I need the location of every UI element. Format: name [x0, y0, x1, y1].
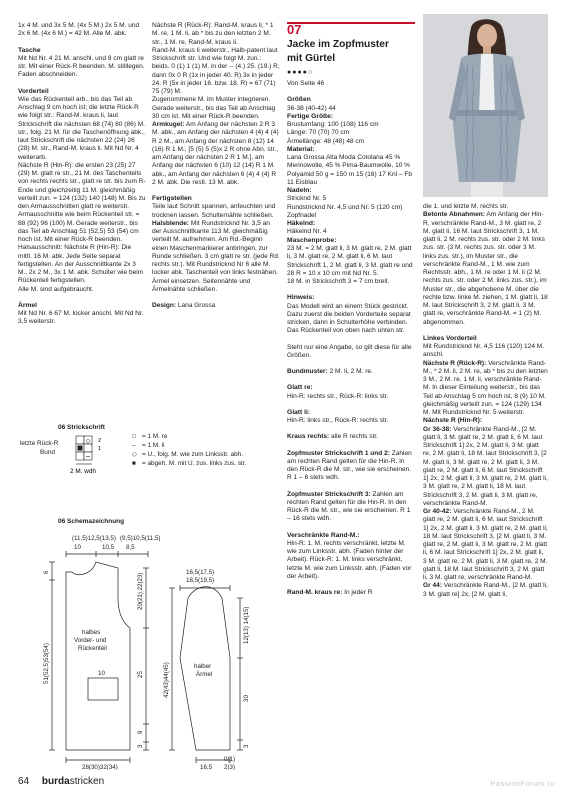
dim-left-vertical: 51(52,5)53(54) — [43, 643, 50, 684]
legend-symbol-4: ■ — [132, 460, 136, 467]
body-label-2: Vorder- und — [74, 637, 107, 644]
section-heading: Glatt re: — [287, 384, 313, 392]
spacer — [287, 425, 415, 433]
paragraph-body: Zahlen am rechten Rand gelten für die Hin-R. In den Rück-R die M. str., wie sie erscheinen. R 1 – 16 stets wdh. — [287, 490, 411, 523]
legend-text-2: = 1 M. li — [142, 442, 165, 449]
paragraph: die 1. und letzte M. rechts str. — [423, 203, 509, 210]
legend-text-3: = U., folg. M. wie zum Linksstr. abh. — [142, 451, 244, 458]
paragraph: Mit Rundstricknd Nr. 4,5 116 (120) 124 M. anschl. — [423, 343, 545, 359]
section-heading: Maschenprobe: — [287, 236, 337, 244]
paragraph: Rundstricknd Nr. 4,5 und Nr. 5 (120 cm) — [287, 203, 403, 211]
paragraph-body: 2 M. li, 2 M. re. — [327, 368, 373, 376]
watermark: PassionForum.ru — [490, 779, 555, 788]
spacer — [18, 39, 146, 47]
chart-row-1: 1 — [98, 446, 102, 452]
paragraph-lead: Zopfmuster Strickschrift 3: — [287, 490, 371, 498]
paragraph: Alle M. sind aufgebraucht. — [18, 285, 94, 293]
section-heading: Verschränkte Rand-M.: — [287, 531, 360, 539]
model-photo — [423, 14, 548, 197]
paragraph-body: Am Anfang der Hin-R, verschränkte Rand-M., 3 M. glatt re, 2 M. glatt li, 16 M. laut Strickschrift 3, 1 M. glatt li, 2 M. rechts zus. str. oder 2 M. links zus. str. (3 M. rechts zus. str. oder 3 M. links zus. str.), im Muster str., die verschränkte Rand-M., 1 M. wie zum Rechtsstr. abh., 1 M. re oder 1 M. li (2 M. rechts zus. str. oder 2 M. links zus. str.), im Muster str., die abgehobene M. über die rechte bzw. linke M. ziehen, 1 M. glatt li, 18 M. laut Strickschrift 3, 2 M. glatt li, 3 M. glatt re, verschränkte Rand-M. = 1 (2) M. abgenommen. — [423, 211, 548, 326]
dim-top-left-a: 10 — [74, 544, 81, 551]
section-heading: Material: — [287, 145, 315, 153]
paragraph: Häkelnd Nr. 4 — [287, 228, 327, 236]
paragraph-body: Am Anfang der nächsten 2 R 3 M. abk., am Anfang der nächsten 4 (4) 4 (4) R 2 M., am Anfang der nächsten 8 (12) 14 (16) R 1 M., [5 (5) 5 (5)x 2 R ohne Abn. str., am Anfang der nächsten 2 R 1 M.], am Anfang der nächsten 6 (10) 12 (14) R 1 M. abk., am Anfang der nächsten 6 (4) 4 (4) R 2 M. abk. Die restl. 13 M. abk. — [152, 121, 279, 186]
paragraph-lead: Rand-M. kraus re: — [287, 589, 343, 597]
model-photo-illustration — [423, 14, 548, 197]
brand-light: stricken — [69, 776, 105, 787]
paragraph-lead: Armkugel: — [152, 121, 185, 128]
paragraph: Hin-R: 1. M. rechts verschränkt, letzte M. wie zum Linksstr. abh. (Faden hinter der Arbeit). Rück-R: 1. M. links verschränkt, letzte M. wie zum Linksstr. abh. (Faden vor der Arbeit). — [287, 539, 412, 580]
spacer — [18, 80, 146, 88]
paragraph-body: Mit Rundstricknd Nr. 3,5 an der Ausschnittkante 113 M. gleichmäßig verteilt M. aufnehmen. Am Rd.-Beginn einen Maschenmarkierer anbringen, zur Runde schließen. 3 cm glatt re str. (jede Rd. rechts str.). Mit Rundstricknd Nr 6 alle M. locker abk. Taschenteil von links festnähen. Ärmel einsetzen. Seitennähte und Ärmelnähte schließen. — [152, 219, 280, 293]
paragraph: 18 M. in Strickschrift 3 = 7 cm breit. — [287, 278, 390, 286]
paragraph-body: Zahlen am rechten Rand gelten für die Hin-R. In den Rück-R die M. str., wie sie erscheinen. R 1 – 6 stets wdh. — [287, 449, 412, 482]
paragraph: Ärmellänge: 48 (48) 48 cm — [287, 137, 365, 145]
section-heading: Vorderteil — [18, 87, 49, 95]
spacer — [287, 442, 415, 450]
legend-text-1: = 1 M. re — [142, 433, 168, 440]
schema-title: 06 Schemazeichnung — [58, 518, 125, 525]
paragraph-lead: Gr 44: — [423, 582, 442, 590]
paragraph: Hin-R: rechts str., Rück-R: links str. — [287, 392, 389, 400]
pocket-outline — [88, 678, 118, 700]
page-footer — [18, 776, 104, 788]
paragraph: Mit Nd Nr. 4 21 M. anschl. und 8 cm glatt re str. Mit einer Rück-R beenden. M. stilllegen. Faden abschneiden. — [18, 54, 145, 79]
paragraph: Länge: 70 (70) 70 cm — [287, 129, 350, 137]
chart-label-bund: Bund — [40, 449, 55, 456]
dim-top-left: (11,5)12,5(13,5) — [72, 535, 116, 542]
paragraph — [423, 360, 548, 418]
column-1 — [18, 22, 146, 327]
body-label-3: Rückenteil — [78, 645, 107, 652]
chart-row-2: 2 — [98, 438, 102, 444]
paragraph: Das Modell wird an einem Stück gestrickt. Dazu zuerst die beiden Vorderteile separat stricken, dann in Schulterhöhe verbinden. Das Rückenteil von oben nach unten str. — [287, 302, 411, 335]
dim-v-30: 30 — [243, 695, 250, 702]
paragraph-lead: Gr 36-38: — [423, 425, 452, 433]
body-outline — [66, 562, 130, 750]
spacer — [152, 294, 280, 302]
paragraph-lead: Zopfmuster Strickschrift 1 und 2: — [287, 449, 390, 457]
section-heading: Hinweis: — [287, 294, 315, 302]
dim-top-left-b: 10,5 — [102, 544, 115, 551]
chart-title: 06 Strickschrift — [58, 424, 105, 431]
dim-v-25: 25 — [137, 671, 144, 678]
paragraph — [287, 368, 415, 376]
spacer — [287, 88, 415, 96]
paragraph: Teile laut Schnitt spannen, anfeuchten und trocknen lassen. Schulternähte schließen. — [152, 203, 276, 219]
spacer — [287, 286, 415, 294]
sleeve-label-2: Ärmel — [196, 671, 213, 678]
dim-sleeve-vertical: 42(43)44(45) — [163, 662, 170, 698]
knitting-chart — [18, 424, 278, 488]
spacer — [287, 524, 415, 532]
spacer — [287, 336, 415, 344]
spacer — [287, 483, 415, 491]
schematic-drawing — [18, 528, 280, 770]
chart-label-last-row: letzte Rück-R — [20, 440, 59, 447]
body-label-1: halbes — [82, 629, 101, 636]
paragraph: Nächste R (Hin-R): die ersten 23 (25) 27 (29) M. glatt re str., 21 M. des Taschenteils von rechts rechts str., glatt re str. bis zum R-Ende und gleichzeitig 11 M. gleichmäßig verteilt zun. = 124 (132) 140 (148) M. Bis zu den Armausschnitten glatt re weiterstr. — [18, 161, 146, 211]
dim-sleeve-cap: 12(13) 14(15) — [243, 606, 250, 644]
page-number: 64 — [18, 776, 30, 787]
column-3 — [287, 22, 415, 597]
paragraph-body: alle R rechts str. — [329, 433, 378, 441]
section-heading: Nadeln: — [287, 187, 312, 195]
paragraph-lead: Design: — [152, 302, 177, 310]
paragraph: Von Seite 46 — [287, 80, 325, 87]
paragraph: 23 M. = 2 M. glatt li, 3 M. glatt re, 2 M. glatt li, 3 M. glatt re, 2 M. glatt li, 6 M. laut Strickschrift 1, 2 M. glatt li, 3 M. glatt re und 28 R = 10 x 10 cm mit Nd Nr. 5. — [287, 245, 413, 277]
paragraph-body: Lana Grossa — [176, 302, 216, 310]
paragraph — [152, 121, 280, 187]
spacer — [287, 401, 415, 409]
paragraph — [423, 582, 548, 599]
dim-top-mid-b: 8,5 — [126, 544, 135, 551]
column-2 — [152, 22, 280, 310]
paragraph-lead: Halsblende: — [152, 219, 190, 227]
paragraph-lead: Nächste R (Rück-R): — [423, 359, 487, 367]
paragraph — [287, 450, 415, 483]
dim-v-3b: 3 — [243, 744, 250, 748]
paragraph: Rand-M. kraus li weiterstr., Halb-patent laut Strickschrift str. Und wie folgt M. zun.: beids. 0 (1) 1 (1) M. in der -- (4.) 25. (19.) R, dann 0x 0 R (1x in jeder 40. R) 3x in jeder 24. R (5x in jeder 16. bzw. 18. R) = 67 (71) 75 (79) M. — [152, 46, 280, 95]
paragraph: 1x 4 M. und 3x 5 M. (4x 5 M.) 2x 5 M. und 2x 6 M. (4x 6 M.) = 42 M. Alle M. abk. — [18, 22, 140, 38]
chart-legend — [132, 433, 246, 467]
spacer — [287, 376, 415, 384]
paragraph-body: Verschränkte Rand-M., [2 M. glatt li, 3 M. glatt re] 2x, [2 M. glatt li, — [423, 582, 548, 598]
paragraph-lead: Betonte Abnahmen: — [423, 211, 485, 219]
paragraph: Hin-R: links str., Rück-R: rechts str. — [287, 417, 389, 425]
sleeve-label-1: halber — [194, 663, 212, 670]
dim-armhole: 20(21) 22(23) — [137, 572, 144, 610]
section-heading: Größen — [287, 96, 311, 104]
dim-left-top: 6 — [43, 570, 50, 574]
dim-sleeve-bottom-b: 0(1) — [224, 756, 236, 763]
paragraph-body: Verschränkte Rand-M., 2 M. glatt re, 2 M. glatt li, 6 M. laut Strickschrift 1] 2x, 2 M. glatt li, 3 M. glatt re, 2 M. glatt li, 18 M. laut Strickschrift 3, [2 M. glatt li, 3 M. glatt re, 2 M. glatt li, 3 M. glatt re, 2 M. glatt li, 6 M. laut Strickschrift 1] 2x, 2 M. glatt li, 3 M. glatt re, 2 M. glatt li, 3 M. glatt re, 2 M. glatt li, 18 M. laut Strickschrift 3, 2 M. glatt li, 3 M. glatt re, verschränkte Rand-M. — [423, 508, 548, 582]
section-heading: Glatt li: — [287, 408, 311, 416]
section-heading: Häkelnd: — [287, 220, 316, 228]
paragraph-lead: Gr 40-42: — [423, 508, 452, 516]
legend-symbol-2: – — [132, 442, 136, 449]
pattern-title-line-2: mit Gürtel — [287, 53, 336, 64]
paragraph-body: Verschränkte Rand-M., * 2 M. li, 2 M. re, ab * bis zu den letzten 3 M., 2 M. re, 1 M. li, verschränkte Rand-M. In dieser Einteilung weiterstr., bis das Teil ab Anschlag 5 cm hoch ist, 8 (9) 10 M. gleichmäßig verteilt zun. = 124 (129) 134 M. Mit Rundstricknd Nr. 5 weiterstr. — [423, 359, 548, 417]
paragraph: Steht nur eine Angabe, so gilt diese für alle Größen. — [287, 343, 412, 359]
paragraph: Zugenommene M. im Muster integrieren. Gerade weiterstr., bis das Teil ab Anschlag 30 cm ist. Mit einer Rück-R beenden. — [152, 96, 276, 120]
spacer — [423, 327, 548, 335]
chart-symbol-purl: – — [86, 453, 90, 461]
paragraph: Brustumfang: 100 (108) 116 cm — [287, 121, 379, 129]
paragraph — [152, 302, 280, 310]
dim-v-9: 9 — [137, 730, 144, 734]
paragraph — [287, 589, 415, 597]
difficulty-dots: ●●●●○ — [287, 69, 314, 76]
paragraph-body: Verschränkte Rand-M., [2 M. glatt li, 3 M. glatt re, 2 M. glatt li, 6 M. laut Strickschrift 1] 2x, 2 M. glatt li, 3 M. glatt re, 2 M. glatt li, 18 M. laut Strickschrift 3, [2 M. glatt li, 3 M. glatt re, 2 M. glatt li, 3 M. glatt re, 2 M. glatt li, 6 M. laut Strickschrift 1] 2x, 2 M. glatt li, 3 M. glatt re, 2 M. glatt li, 3 M. glatt re, 2 M. glatt li, 18 M. laut Strickschrift 3, 2 M. glatt li, 3 M. glatt re, verschränkte Rand-M. — [423, 425, 548, 507]
section-heading: Linkes Vorderteil — [423, 334, 477, 342]
column-4 — [423, 203, 548, 599]
paragraph — [423, 508, 548, 582]
paragraph — [152, 220, 280, 294]
schema-labels — [43, 535, 250, 770]
pattern-title-line-1: Jacke im Zopfmuster — [287, 39, 389, 50]
paragraph: Lana Grossa Alta Moda Cotolana 45 % Merinowolle, 45 % Pima-Baumwolle, 10 % Polyamid 50 g = 150 m 15 (16) 17 Knl – Fb 11 Eisblau — [287, 154, 413, 186]
spacer — [287, 360, 415, 368]
spacer — [18, 294, 146, 302]
paragraph: Zopfnadel — [287, 211, 317, 219]
paragraph — [423, 211, 548, 327]
magazine-brand — [42, 776, 104, 787]
paragraph: Armausschnitte wie beim Rückenteil str. = 88 (92) 96 (100) M. Gerade weiterstr., bis das Teil ab Anschlag 51 (52,5) 53 (54) cm hoch ist. Mit einer Rück-R beenden. — [18, 211, 140, 244]
dim-bottom: 28(30)32(34) — [82, 764, 118, 770]
dim-sleeve-top: 16,5(17,5) — [186, 569, 215, 576]
section-heading: Fertigstellen — [152, 195, 192, 202]
paragraph: 36-38 (40-42) 44 — [287, 104, 336, 112]
paragraph — [287, 491, 415, 524]
legend-symbol-3: ◇ — [132, 451, 137, 458]
dim-pocket: 10 — [98, 670, 105, 677]
dim-sleeve-bottom-c: 2(3) — [224, 764, 236, 770]
chart-repeat-label: 2 M. wdh — [70, 468, 96, 475]
pattern-number: 07 — [287, 22, 302, 37]
paragraph: Nächste R (Rück-R): Rand-M. kraus li, * 1 M. re, 1 M. li, ab * bis zu den letzten 2 M. str., 1 M. re, Rand-M. kraus li. — [152, 22, 274, 46]
section-heading: Tasche — [18, 46, 41, 54]
chart-symbol-dec — [78, 446, 83, 451]
paragraph: Wie das Rückenteil arb., bis das Teil ab Anschlag 9 cm hoch ist; die letzte Rück-R wie folgt str.: Rand-M. kraus li, laut Strickschrift die nächsten 68 (74) 80 (86) M. str., folg. 21 M. für die Taschenöffnung abk., laut Strickschrift die nächsten 22 (24) 26 (28) M. str., Rand-M. kraus li. Mit Nd Nr. 4 weiterarb. — [18, 95, 145, 161]
section-heading: Ärmel — [18, 301, 37, 309]
paragraph-lead: Bundmuster: — [287, 368, 328, 376]
legend-text-4: = abgeh. M. mit U. zus. links zus. str. — [142, 460, 247, 467]
paragraph: Halsausschnitt: Nächste R (Hin-R): Die mittl. 16 M. abk. Jede Seite separat fertigstellen. An der Ausschnittkante 2x 3 M., 2x 2 M., 3x 1 M. abk. Schulter wie beim Rückenteil fertigstellen. — [18, 244, 144, 285]
paragraph — [423, 426, 548, 509]
paragraph-body: In jeder R — [342, 589, 373, 597]
legend-symbol-1: □ — [132, 433, 136, 440]
spacer — [287, 581, 415, 589]
spacer — [152, 187, 280, 195]
dim-sleeve-bottom: 16,5 — [200, 764, 213, 770]
section-heading: Fertige Größe: — [287, 112, 334, 120]
chart-symbol-yo: ◇ — [85, 438, 91, 445]
paragraph — [287, 433, 415, 441]
dim-sleeve-top-2: 18,5(19,5) — [186, 577, 215, 584]
paragraph: Mit Nd Nr. 6 67 M. locker anschl. Mit Nd Nr. 3,5 weiterstr. — [18, 310, 144, 326]
dim-top-mid: (9,5)10,5(11,5) — [120, 535, 161, 542]
paragraph: Stricknd Nr. 5 — [287, 195, 327, 203]
dim-v-3: 3 — [137, 744, 144, 748]
section-heading: Nächste R (Hin-R): — [423, 417, 483, 425]
paragraph-lead: Kraus rechts: — [287, 433, 330, 441]
brand-bold: burda — [41, 776, 70, 787]
